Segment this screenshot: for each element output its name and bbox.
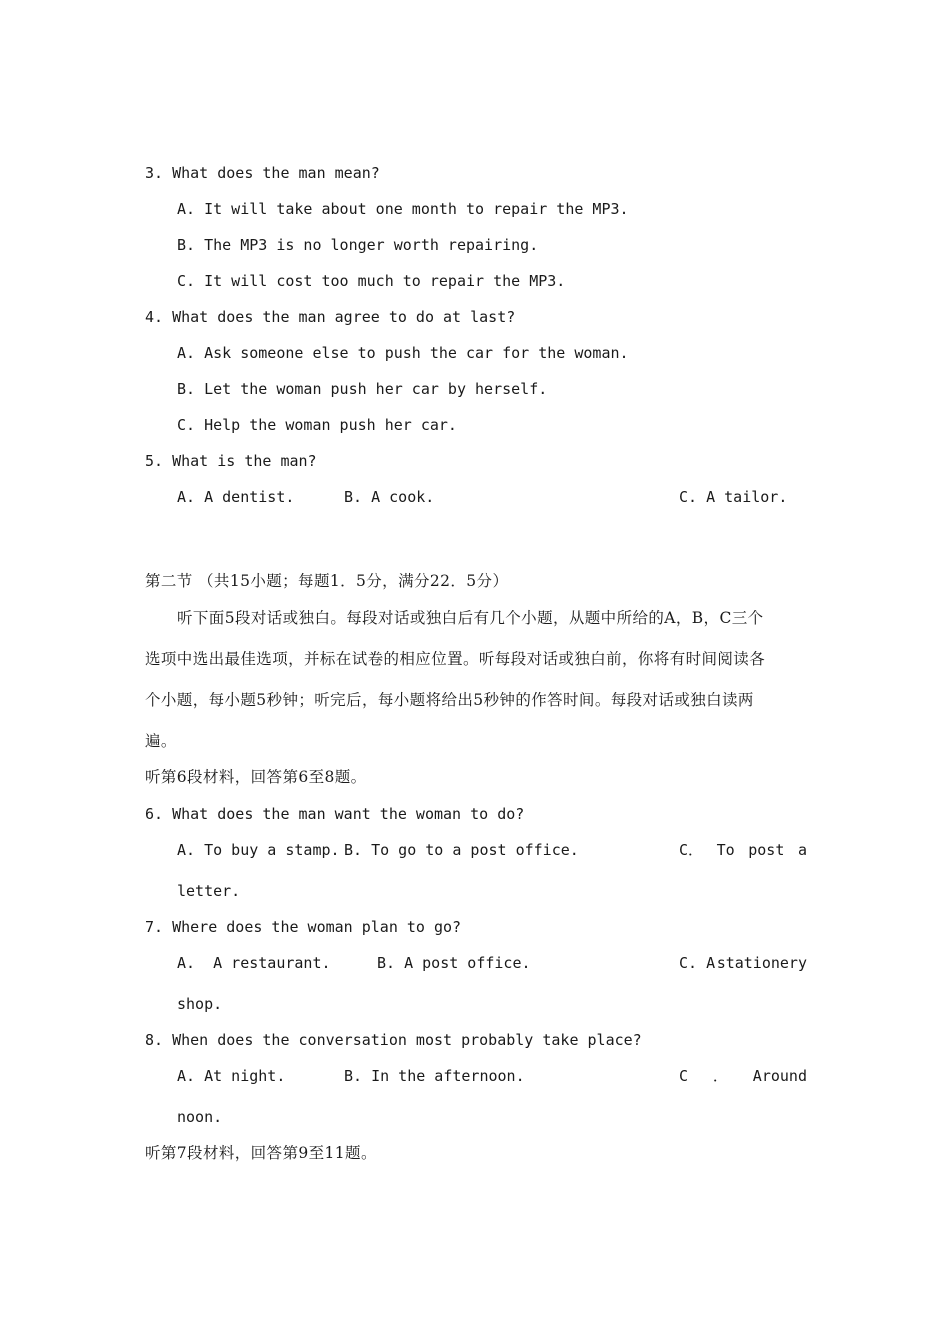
- instructions-line-2: 选项中选出最佳选项，并标在试卷的相应位置。听每段对话或独白前，你将有时间阅读各: [145, 650, 766, 668]
- question-3-option-b: B. The MP3 is no longer worth repairing.: [177, 236, 539, 254]
- question-7-option-a: A. A restaurant.: [177, 954, 331, 972]
- instructions-line-1: 听下面5段对话或独白。每段对话或独白后有几个小题，从题中所给的A，B，C三个: [177, 609, 764, 627]
- question-4-stem: 4. What does the man agree to do at last?: [145, 308, 516, 326]
- question-5-option-c: C. A tailor.: [679, 488, 788, 506]
- question-6-option-c-continued: letter.: [177, 882, 241, 900]
- question-6-option-b: B. To go to a post office.: [344, 841, 579, 859]
- option-c-word: ．: [712, 1067, 728, 1085]
- material-7-heading: 听第7段材料，回答第9至11题。: [145, 1144, 377, 1162]
- section-heading: 第二节 （共15小题；每题1．5分，满分22．5分）: [145, 572, 509, 590]
- option-c-word: C: [679, 1067, 689, 1085]
- instructions-line-4: 遍。: [145, 732, 177, 750]
- question-7-option-c-continued: shop.: [177, 995, 223, 1013]
- question-6-option-a: A. To buy a stamp.: [177, 841, 340, 859]
- question-4-option-b: B. Let the woman push her car by herself.: [177, 380, 548, 398]
- question-3-option-c: C. It will cost too much to repair the MP3.: [177, 272, 566, 290]
- question-3-option-a: A. It will take about one month to repair the MP3.: [177, 200, 629, 218]
- option-c-word: C．: [679, 841, 704, 859]
- question-8-option-a: A. At night.: [177, 1067, 286, 1085]
- option-c-word: post: [748, 841, 785, 859]
- question-4-option-c: C. Help the woman push her car.: [177, 416, 457, 434]
- question-3-stem: 3. What does the man mean?: [145, 164, 380, 182]
- question-8-option-c-continued: noon.: [177, 1108, 223, 1126]
- material-6-heading: 听第6段材料，回答第6至8题。: [145, 768, 367, 786]
- instructions-line-3: 个小题，每小题5秒钟；听完后，每小题将给出5秒钟的作答时间。每段对话或独白读两: [145, 691, 754, 709]
- question-6-option-c: [679, 840, 807, 860]
- question-5-option-b: B. A cook.: [344, 488, 435, 506]
- question-8-option-b: B. In the afternoon.: [344, 1067, 525, 1085]
- option-c-word: a: [797, 841, 807, 859]
- question-7-option-c: [679, 953, 807, 973]
- question-5-option-a: A. A dentist.: [177, 488, 295, 506]
- question-4-option-a: A. Ask someone else to push the car for the woman.: [177, 344, 629, 362]
- question-5-stem: 5. What is the man?: [145, 452, 317, 470]
- question-7-option-b: B. A post office.: [377, 954, 531, 972]
- question-6-stem: 6. What does the man want the woman to do?: [145, 805, 525, 823]
- question-8-stem: 8. When does the conversation most probably take place?: [145, 1031, 642, 1049]
- option-c-word: To: [716, 841, 735, 859]
- option-c-word: C. A: [679, 954, 716, 972]
- question-8-option-c: [679, 1066, 807, 1086]
- option-c-word: Around: [752, 1067, 807, 1085]
- option-c-word: stationery: [716, 954, 807, 972]
- question-7-stem: 7. Where does the woman plan to go?: [145, 918, 462, 936]
